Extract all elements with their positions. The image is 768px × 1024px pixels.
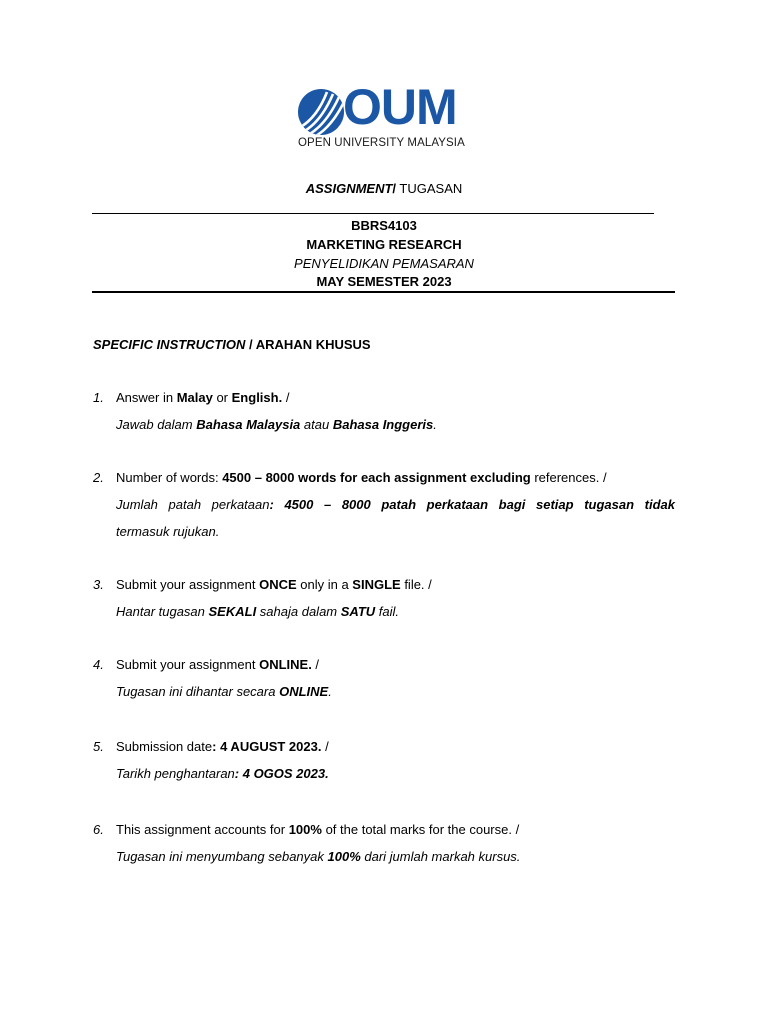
divider-bottom — [92, 291, 675, 293]
document-title — [0, 181, 768, 196]
instruction-2-malay-line1: Jumlah patah perkataan: 4500 – 8000 patah perkataan bagi setiap tugasan tidak — [116, 497, 676, 512]
logo-wordmark: OUM — [343, 79, 457, 135]
course-name: MARKETING RESEARCH — [306, 237, 462, 252]
instruction-3-malay: Hantar tugasan SEKALI sahaja dalam SATU fail. — [116, 604, 400, 619]
course-code: BBRS4103 — [351, 218, 417, 233]
instruction-4-english: Submit your assignment ONLINE. / — [116, 657, 320, 672]
course-name-malay: PENYELIDIKAN PEMASARAN — [294, 256, 474, 271]
instruction-5-english: Submission date: 4 AUGUST 2023. / — [116, 739, 329, 754]
instruction-1-english: Answer in Malay or English. / — [116, 390, 290, 405]
instruction-2-malay-line2: termasuk rujukan. — [116, 524, 220, 539]
instruction-2-english: Number of words: 4500 – 8000 words for each assignment excluding references. / — [116, 470, 607, 485]
oum-globe-icon — [297, 88, 345, 136]
semester: MAY SEMESTER 2023 — [316, 274, 452, 289]
instruction-6-malay: Tugasan ini menyumbang sebanyak 100% dari jumlah markah kursus. — [116, 849, 521, 864]
instruction-5-malay: Tarikh penghantaran: 4 OGOS 2023. — [116, 766, 329, 781]
instruction-3-english: Submit your assignment ONCE only in a SINGLE file. / — [116, 577, 432, 592]
logo-subtitle: OPEN UNIVERSITY MALAYSIA — [298, 137, 465, 149]
instruction-6-english: This assignment accounts for 100% of the total marks for the course. / — [116, 822, 520, 837]
oum-logo — [297, 79, 471, 152]
instructions-heading: SPECIFIC INSTRUCTION / ARAHAN KHUSUS — [93, 337, 371, 352]
instruction-1-malay: Jawab dalam Bahasa Malaysia atau Bahasa Inggeris. — [116, 417, 437, 432]
instruction-4-malay: Tugasan ini dihantar secara ONLINE. — [116, 684, 332, 699]
title-tugasan: TUGASAN — [396, 181, 463, 196]
title-separator: / — [392, 181, 397, 196]
divider-top — [92, 213, 654, 214]
title-assignment: ASSIGNMENT — [305, 181, 393, 196]
